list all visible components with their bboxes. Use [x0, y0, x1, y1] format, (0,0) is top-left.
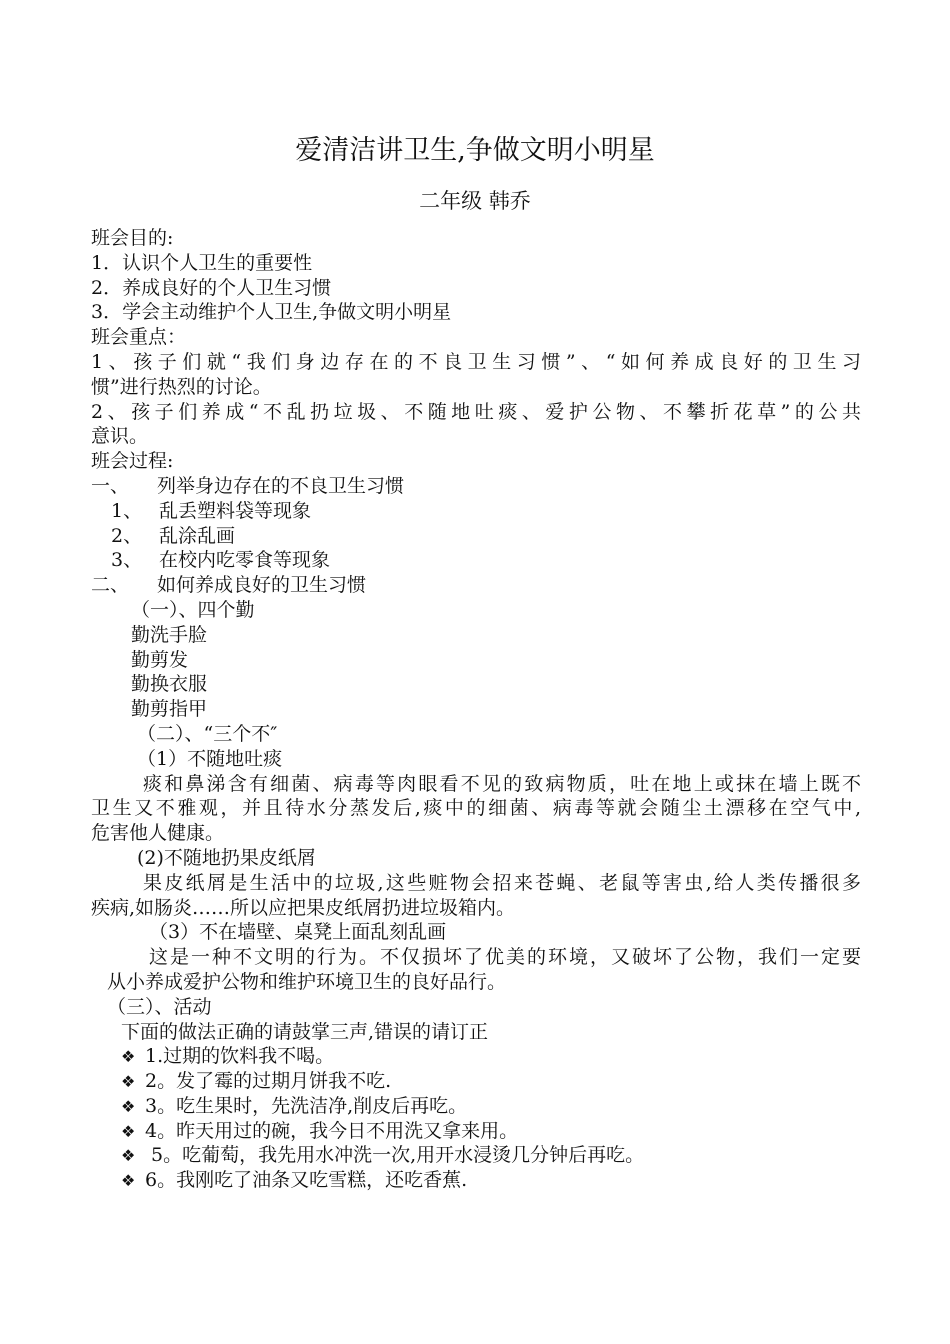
activity-item [91, 1168, 861, 1193]
part2-title: 如何养成良好的卫生习惯 [157, 574, 367, 597]
part1-item [91, 499, 861, 524]
part2-heading [91, 573, 861, 598]
part1-item-number: 3、 [111, 549, 143, 572]
habit-item: 勤剪发 [131, 648, 189, 671]
bullet-icon: ❖ [121, 1146, 136, 1166]
subsection-title: （一）、四个勤 [131, 598, 255, 621]
part1-item [91, 524, 861, 549]
bullet-icon: ❖ [121, 1171, 136, 1191]
part1-item [91, 548, 861, 573]
bullet-icon: ❖ [121, 1096, 136, 1116]
habit-item: 勤洗手脸 [131, 623, 208, 646]
part1-item-text: 乱丢塑料袋等现象 [159, 499, 312, 522]
bullet-icon: ❖ [121, 1047, 136, 1067]
part1-number: 一、 [91, 474, 130, 497]
subsection-title: （二）、“三个不″ [137, 722, 278, 745]
document-title: 爱清洁讲卫生,争做文明小明星 [295, 135, 655, 166]
activity-item-text: 3。吃生果时，先洗洁净,削皮后再吃。 [145, 1094, 468, 1117]
activity-intro: 下面的做法正确的请鼓掌三声,错误的请订正 [121, 1020, 489, 1043]
activity-item [91, 1119, 861, 1144]
activity-item-text: 5。吃葡萄，我先用水冲洗一次,用开水浸烫几分钟后再吃。 [145, 1144, 645, 1167]
rule-paragraph-line: 从小养成爱护公物和维护环境卫生的良好品行。 [107, 970, 507, 993]
part1-heading [91, 474, 861, 499]
activity-item [91, 1069, 861, 1094]
part1-title: 列举身边存在的不良卫生习惯 [157, 474, 405, 497]
document-author: 二年级 韩乔 [419, 189, 531, 213]
bullet-icon: ❖ [121, 1121, 136, 1141]
subsection-title: （三）、活动 [107, 995, 212, 1018]
part1-item-number: 1、 [111, 499, 143, 522]
part1-item-text: 乱涂乱画 [159, 524, 236, 547]
rule-paragraph-line: 痰和鼻涕含有细菌、病毒等肉眼看不见的致病物质，吐在地上或抹在墙上既不 [143, 772, 861, 795]
activity-item [91, 1143, 861, 1168]
activity-item [91, 1044, 861, 1069]
goals-heading: 班会目的: [91, 227, 174, 249]
goal-item: 1．认识个人卫生的重要性 [91, 251, 313, 274]
rule-title: (2)不随地扔果皮纸屑 [137, 846, 316, 869]
rule-title: （3）不在墙壁、桌凳上面乱刻乱画 [149, 921, 447, 944]
activity-item-text: 6。我刚吃了油条又吃雪糕，还吃香蕉. [145, 1169, 468, 1192]
part2-number: 二、 [91, 574, 130, 597]
rule-title: （1）不随地吐痰 [137, 747, 283, 770]
activity-item-text: 2。发了霉的过期月饼我不吃. [145, 1070, 392, 1093]
goal-item: 2．养成良好的个人卫生习惯 [91, 276, 332, 299]
focus-item-line: 1、孩子们就“我们身边存在的不良卫生习惯”、“如何养成良好的卫生习 [91, 350, 861, 373]
rule-paragraph-line: 卫生又不雅观，并且待水分蒸发后,痰中的细菌、病毒等就会随尘土漂移在空气中, [91, 797, 861, 820]
document-body [91, 226, 861, 1193]
process-heading: 班会过程: [91, 450, 174, 473]
part1-item-number: 2、 [111, 524, 143, 547]
goal-item: 3．学会主动维护个人卫生,争做文明小明星 [91, 301, 452, 324]
focus-heading: 班会重点： [91, 326, 187, 349]
rule-paragraph-line: 果皮纸屑是生活中的垃圾,这些赃物会招来苍蝇、老鼠等害虫,给人类传播很多 [143, 871, 861, 894]
habit-item: 勤换衣服 [131, 673, 208, 696]
rule-paragraph-line: 这是一种不文明的行为。不仅损坏了优美的环境，又破坏了公物，我们一定要 [149, 946, 861, 969]
focus-item-line: 惯”进行热烈的讨论。 [91, 375, 272, 398]
focus-item-line: 2、孩子们养成“不乱扔垃圾、不随地吐痰、爱护公物、不攀折花草”的公共 [91, 400, 861, 423]
part1-item-text: 在校内吃零食等现象 [159, 549, 331, 572]
activity-item-text: 4。昨天用过的碗，我今日不用洗又拿来用。 [145, 1119, 519, 1142]
activity-item [91, 1094, 861, 1119]
activity-item-text: 1.过期的饮料我不喝。 [145, 1045, 335, 1068]
rule-paragraph-line: 疾病,如肠炎……所以应把果皮纸屑扔进垃圾箱内。 [91, 896, 516, 919]
habit-item: 勤剪指甲 [131, 698, 208, 721]
bullet-icon: ❖ [121, 1072, 136, 1092]
focus-item-line: 意识。 [91, 425, 149, 448]
rule-paragraph-line: 危害他人健康。 [91, 822, 225, 845]
